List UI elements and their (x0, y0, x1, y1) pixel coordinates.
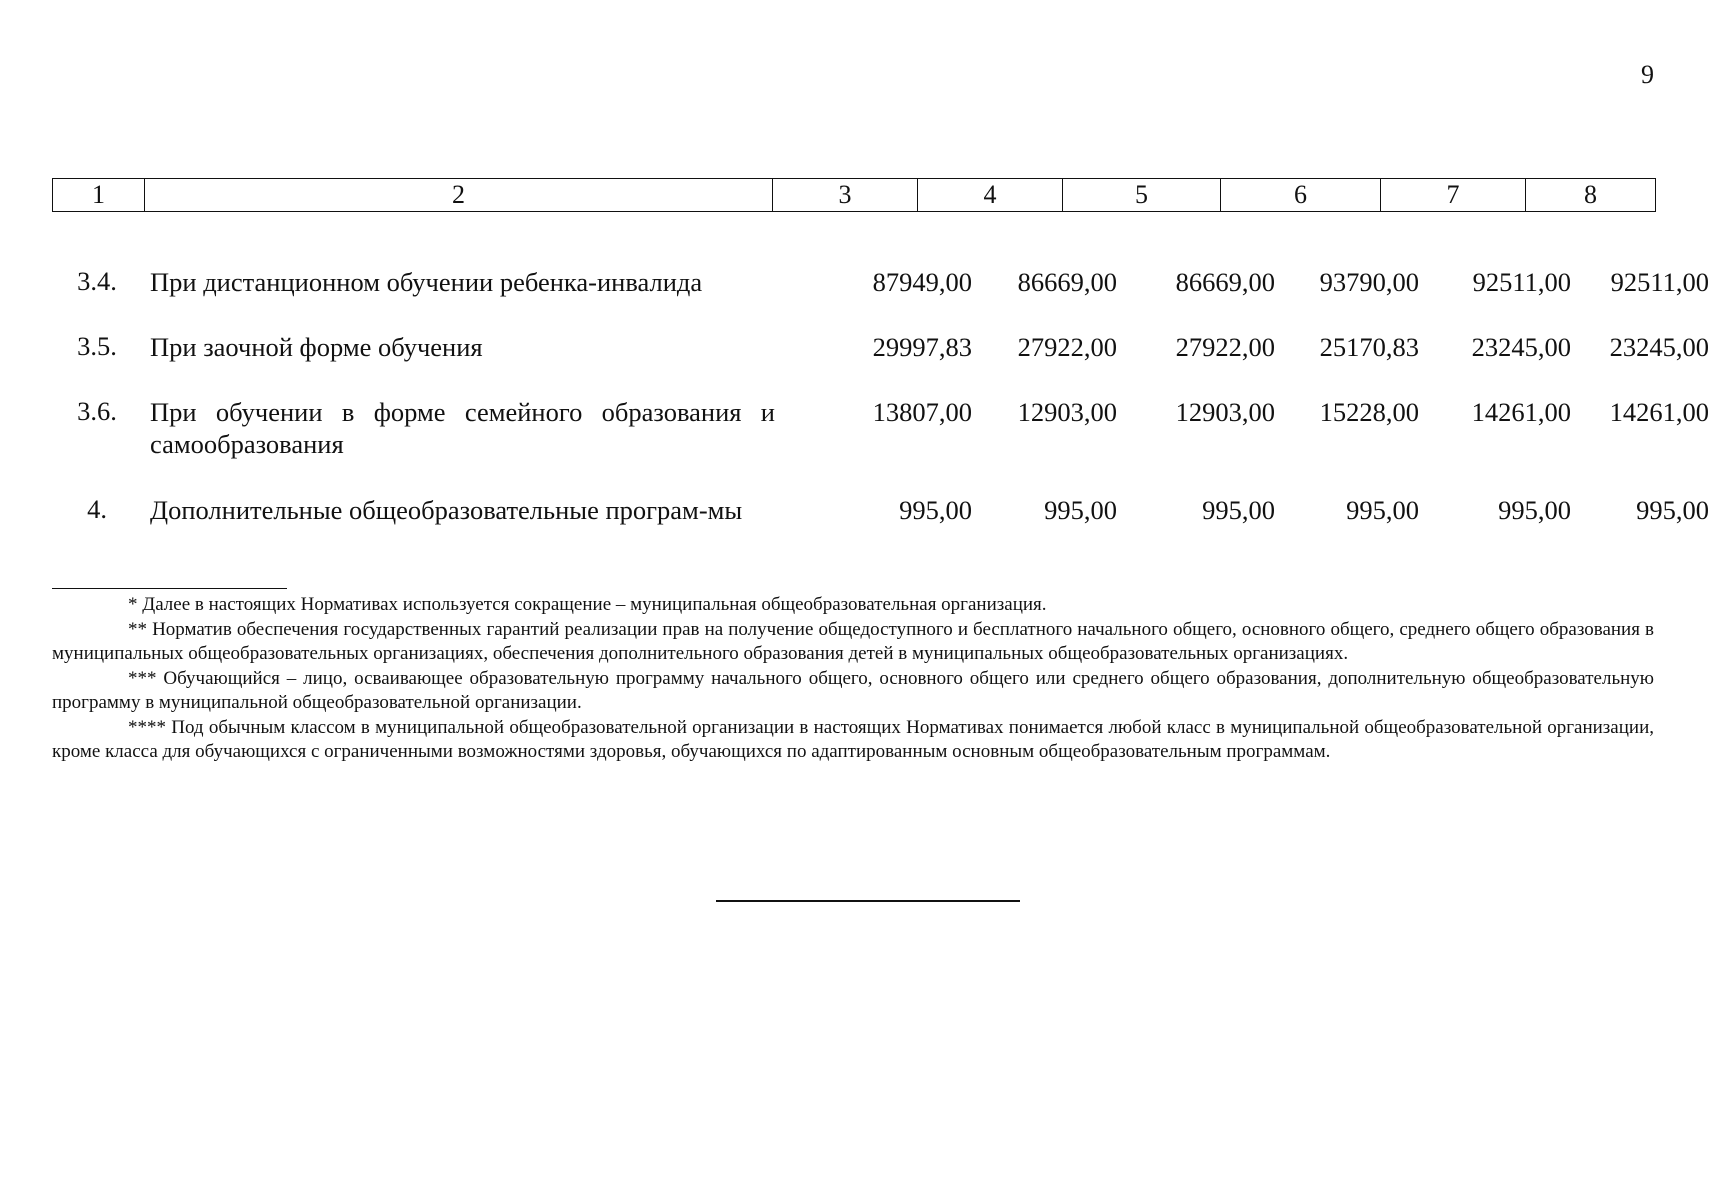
table-row (52, 396, 1709, 460)
row-name: При обучении в форме семейного образования и самообразования (150, 397, 775, 459)
row-value: 27922,00 (1017, 332, 1117, 362)
row-value: 86669,00 (1017, 267, 1117, 297)
header-col-2: 2 (145, 179, 773, 212)
row-value: 15228,00 (1319, 397, 1419, 427)
row-number: 4. (87, 494, 107, 524)
row-value: 14261,00 (1609, 397, 1709, 427)
row-value: 12903,00 (1017, 397, 1117, 427)
row-value: 29997,83 (872, 332, 972, 362)
row-value: 12903,00 (1175, 397, 1275, 427)
row-value: 995,00 (899, 495, 972, 525)
row-value: 92511,00 (1472, 267, 1571, 297)
header-col-5: 5 (1063, 179, 1221, 212)
row-value: 995,00 (1498, 495, 1571, 525)
row-number: 3.4. (77, 266, 117, 296)
end-of-document-rule (716, 900, 1020, 902)
table-row (52, 266, 1709, 298)
header-col-3: 3 (773, 179, 918, 212)
footnote: *** Обучающийся – лицо, осваивающее образовательную программу начального общего, основного общего или среднего общего образования, дополнительную общеобразовательную программу в муниципальной общеобразовательной организации. (52, 667, 1654, 713)
header-col-4: 4 (918, 179, 1063, 212)
footnotes (52, 588, 1654, 765)
footnote: **** Под обычным классом в муниципальной общеобразовательной организации в настоящих Нормативах понимается любой класс в муниципальной общеобразовательной организации, кроме класса для обучающихся с ограниченными возможностями здоровья, обучающихся по адаптированным основным общеобразовательным программам. (52, 716, 1654, 762)
row-name: При дистанционном обучении ребенка-инвалида (150, 267, 703, 297)
row-value: 86669,00 (1175, 267, 1275, 297)
row-value: 27922,00 (1175, 332, 1275, 362)
footnote: ** Норматив обеспечения государственных гарантий реализации прав на получение общедоступного и бесплатного начального общего, основного общего, среднего общего образования в муниципальных общеобразовательных организациях, обеспечения дополнительного образования детей в муниципальных общеобразовательных организациях. (52, 618, 1654, 664)
row-value: 995,00 (1346, 495, 1419, 525)
header-col-1: 1 (53, 179, 145, 212)
row-value: 93790,00 (1319, 267, 1419, 297)
row-value: 23245,00 (1609, 332, 1709, 362)
row-value: 14261,00 (1471, 397, 1571, 427)
header-col-7: 7 (1381, 179, 1526, 212)
row-value: 87949,00 (872, 267, 972, 297)
row-number: 3.6. (77, 396, 117, 426)
row-value: 23245,00 (1471, 332, 1571, 362)
table-row (52, 331, 1709, 363)
row-value: 92511,00 (1610, 267, 1709, 297)
row-value: 995,00 (1636, 495, 1709, 525)
header-col-6: 6 (1221, 179, 1381, 212)
footnote: * Далее в настоящих Нормативах используется сокращение – муниципальная общеобразовательная организация. (128, 594, 1047, 615)
page-number: 9 (1641, 60, 1654, 89)
table-row (52, 494, 1709, 526)
row-value: 995,00 (1044, 495, 1117, 525)
column-number-header (52, 178, 1656, 212)
table-body (52, 266, 1709, 526)
row-number: 3.5. (77, 331, 117, 361)
row-value: 13807,00 (872, 397, 972, 427)
row-name: Дополнительные общеобразовательные програм-мы (150, 495, 743, 525)
footnote-separator (52, 588, 287, 589)
row-value: 25170,83 (1319, 332, 1419, 362)
row-value: 995,00 (1202, 495, 1275, 525)
header-col-8: 8 (1526, 179, 1656, 212)
row-name: При заочной форме обучения (150, 332, 483, 362)
